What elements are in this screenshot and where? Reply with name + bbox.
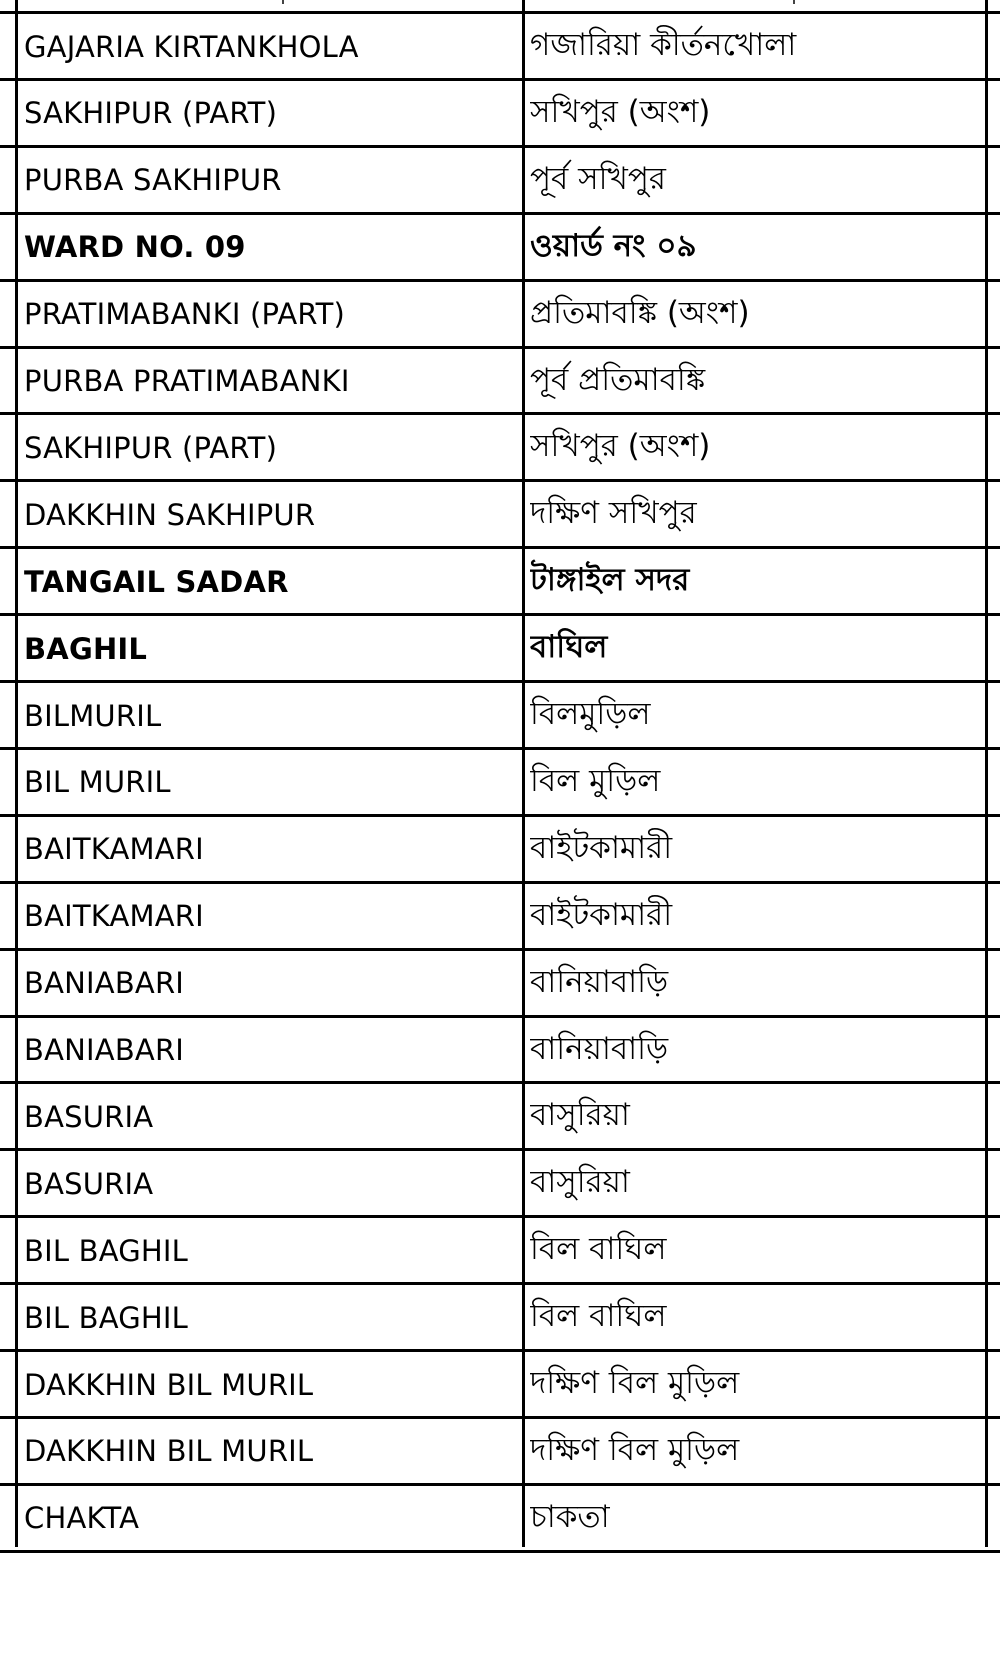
table-row — [0, 1284, 1000, 1351]
table-row — [0, 80, 1000, 147]
english-name-cell: BIL MURIL — [24, 765, 171, 800]
table-row — [0, 883, 1000, 950]
bengali-name-cell: বাঘিল — [530, 629, 608, 666]
table-row — [0, 950, 1000, 1017]
bengali-name-cell: দক্ষিণ সখিপুর — [530, 495, 697, 532]
table-row — [0, 281, 1000, 348]
table-border-left — [15, 0, 18, 1547]
bengali-name-cell: সখিপুর (অংশ) — [530, 93, 711, 130]
english-name-cell: BASURIA — [24, 1099, 154, 1134]
english-name-cell: SAKHIPUR (PART) — [24, 96, 278, 131]
bengali-name-cell: বানিয়াবাড়ি — [530, 963, 669, 1000]
table-row — [0, 816, 1000, 883]
table-row — [0, 1418, 1000, 1485]
table-section-row — [0, 548, 1000, 615]
bengali-name-cell: বাসুরিয়া — [530, 1097, 630, 1134]
table-row — [0, 1485, 1000, 1552]
bengali-name-cell: দক্ষিণ বিল মুড়িল — [530, 1365, 740, 1401]
table-row — [0, 414, 1000, 481]
table-row — [0, 1083, 1000, 1150]
table-row — [0, 1017, 1000, 1084]
english-name-cell: BANIABARI — [24, 966, 185, 1001]
bengali-name-cell: পূর্ব সখিপুর — [530, 160, 666, 197]
bengali-name-cell: প্রতিমাবঙ্কি (অংশ) — [530, 294, 750, 331]
bengali-name-cell: দক্ষিণ বিল মুড়িল — [530, 1431, 740, 1468]
english-name-cell: GAJARIA KIRTANKHOLA — [24, 29, 359, 64]
bengali-name-cell: চাকতা — [530, 1498, 610, 1535]
english-name-cell: BAITKAMARI — [24, 899, 204, 934]
english-name-cell: BIL BAGHIL — [24, 1233, 189, 1268]
bengali-name-cell: বিল বাঘিল — [530, 1231, 667, 1268]
bengali-name-cell: গজারিয়া কীর্তনখোলা — [530, 27, 797, 63]
english-name-cell: PRATIMABANKI (PART) — [24, 297, 346, 332]
bengali-name-cell: সখিপুর (অংশ) — [530, 428, 711, 465]
english-name-cell: BASURIA — [24, 1166, 154, 1201]
english-name-cell: PURBA SAKHIPUR — [24, 163, 282, 198]
table-section-row — [0, 615, 1000, 682]
english-name-cell: BIL BAGHIL — [24, 1300, 189, 1335]
table-row — [0, 682, 1000, 749]
table-row — [0, 1150, 1000, 1217]
bengali-name-cell: বিল মুড়িল — [530, 762, 661, 799]
bengali-name-cell: বাসুরিয়া — [530, 1164, 630, 1201]
table-row — [0, 1217, 1000, 1284]
english-name-cell: BAGHIL — [24, 631, 148, 666]
bengali-name-cell: পূর্ব প্রতিমাবঙ্কি — [530, 361, 706, 398]
english-name-cell: BANIABARI — [24, 1033, 185, 1067]
table-section-row — [0, 214, 1000, 281]
english-name-cell: DAKKHIN SAKHIPUR — [24, 497, 316, 532]
english-name-cell: BILMURIL — [24, 698, 162, 733]
english-name-cell: DAKKHIN BIL MURIL — [24, 1434, 314, 1469]
bengali-name-cell: বিলমুড়িল — [530, 696, 651, 732]
bengali-name-cell: বাইটকামারী — [530, 829, 673, 866]
bengali-name-cell: টাঙ্গাইল সদর — [530, 562, 690, 599]
table-row — [0, 348, 1000, 415]
bengali-name-cell: বানিয়াবাড়ি — [530, 1030, 669, 1067]
table-column-divider — [522, 0, 525, 1547]
top-edge-mark — [282, 0, 284, 4]
bengali-name-cell: বাইটকামারী — [530, 896, 673, 933]
table-row — [0, 147, 1000, 214]
table-row — [0, 1351, 1000, 1418]
english-name-cell: DAKKHIN BIL MURIL — [24, 1367, 314, 1402]
english-name-cell: WARD NO. 09 — [24, 230, 246, 265]
table-row — [0, 13, 1000, 80]
table-row — [0, 749, 1000, 816]
english-name-cell: PURBA PRATIMABANKI — [24, 364, 350, 398]
table-border-right — [985, 0, 988, 1547]
english-name-cell: SAKHIPUR (PART) — [24, 430, 278, 465]
bengali-name-cell: বিল বাঘিল — [530, 1298, 667, 1335]
english-name-cell: TANGAIL SADAR — [24, 564, 289, 599]
table-row — [0, 481, 1000, 548]
bengali-name-cell: ওয়ার্ড নং ০৯ — [530, 227, 697, 264]
top-edge-mark — [793, 0, 795, 4]
english-name-cell: CHAKTA — [24, 1501, 140, 1536]
table-rule — [0, 1550, 1000, 1553]
english-name-cell: BAITKAMARI — [24, 832, 204, 867]
